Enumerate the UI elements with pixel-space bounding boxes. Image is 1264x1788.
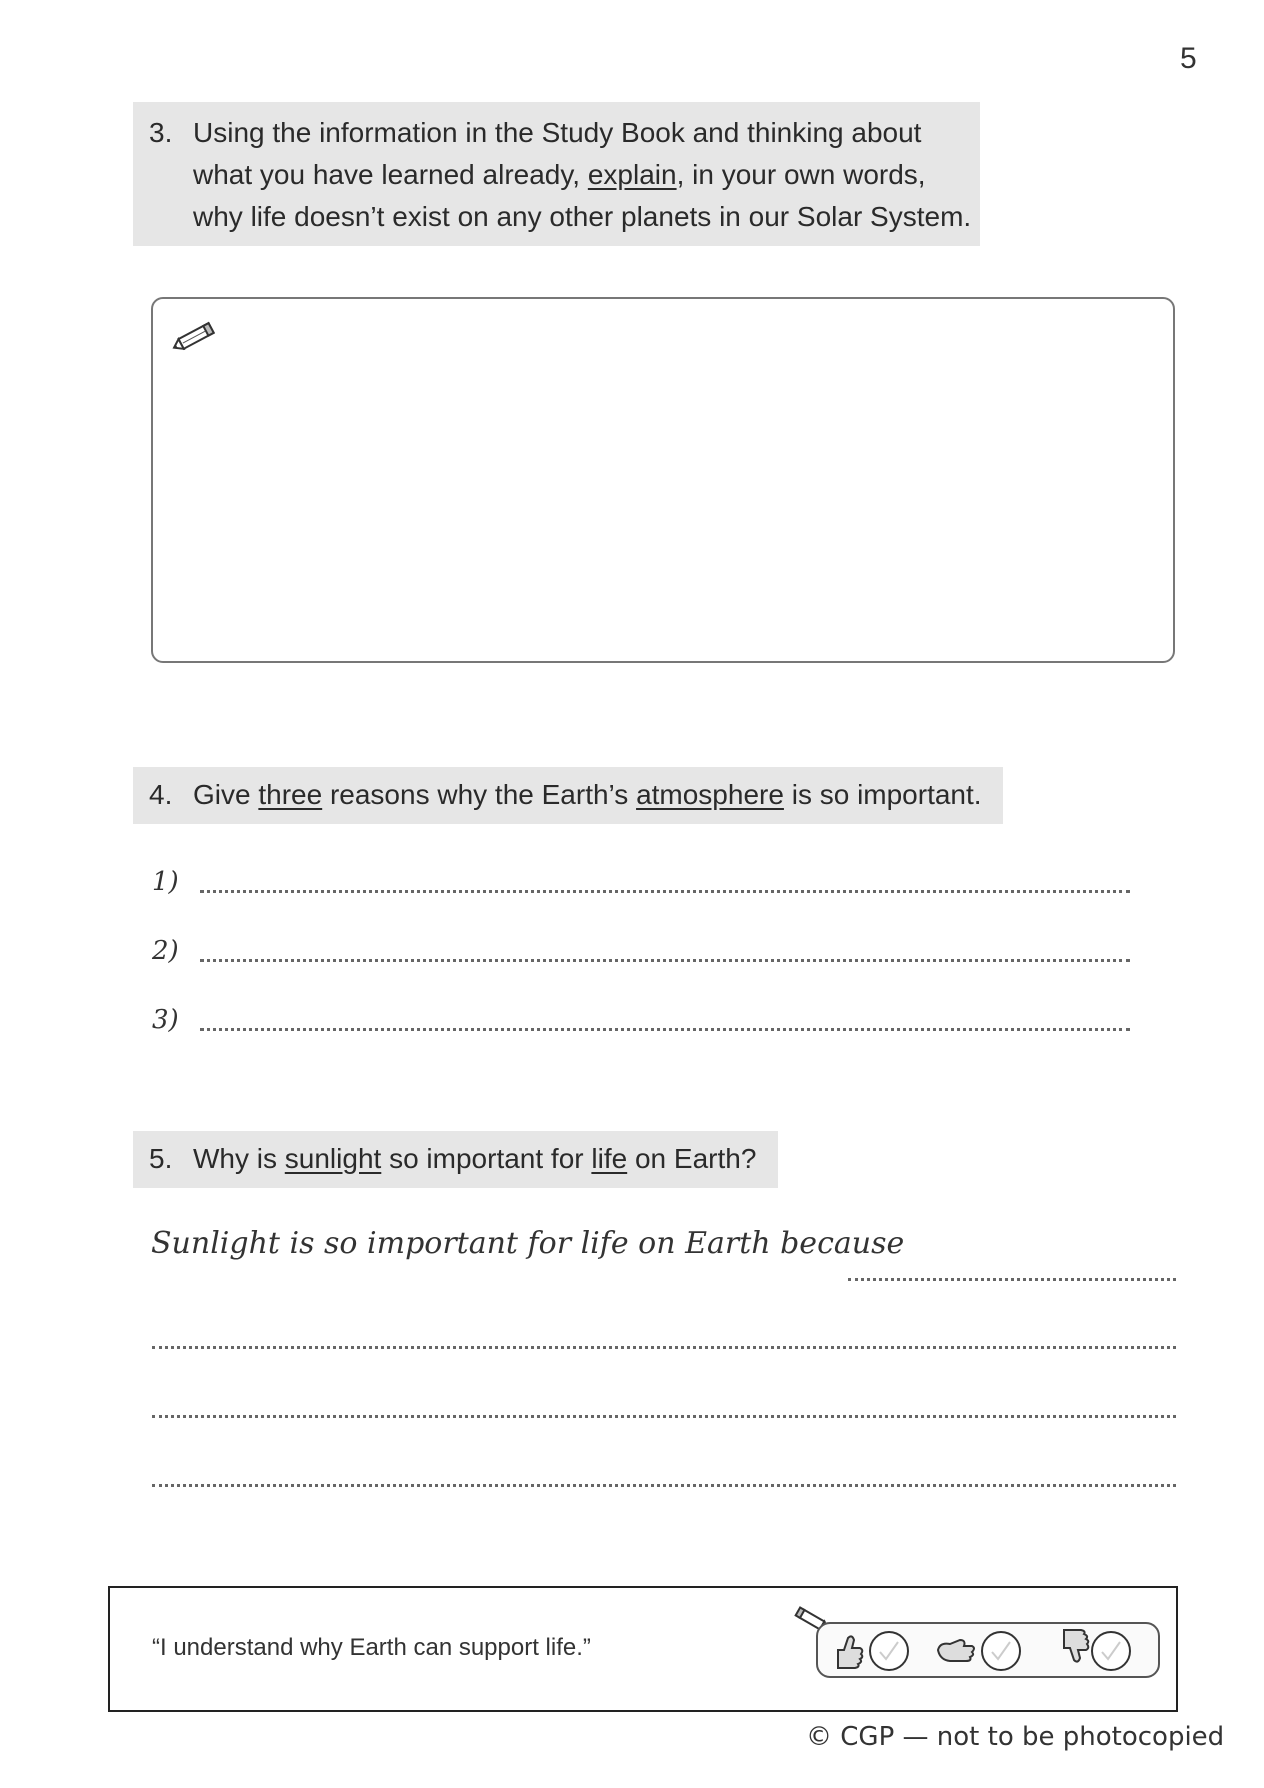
question-5-number: 5.: [149, 1143, 173, 1174]
thumbs-sideways-icon: [936, 1634, 978, 1671]
answer-line-1[interactable]: [200, 890, 1130, 893]
question-5-post: on Earth?: [627, 1143, 757, 1174]
answer-line-1-label: 1): [152, 867, 179, 897]
question-5-box: [133, 1131, 778, 1188]
pencil-icon: [169, 321, 221, 356]
explain-keyword: explain: [587, 159, 677, 190]
thumbs-down-icon: [1056, 1628, 1092, 1673]
question-5-text: [193, 1138, 756, 1180]
question-4-pre: Give: [193, 779, 259, 810]
life-keyword: life: [591, 1143, 628, 1174]
self-assessment-box: [108, 1586, 1178, 1712]
question-3-answer-box[interactable]: [151, 297, 1175, 663]
question-5-pre: Why is: [193, 1143, 285, 1174]
sunlight-keyword: sunlight: [284, 1143, 382, 1174]
question-4-text: [193, 774, 982, 816]
sentence-continuation-line[interactable]: [848, 1278, 1176, 1281]
thumbs-up-icon: [830, 1632, 866, 1675]
answer-line-2[interactable]: [200, 959, 1130, 962]
question-5-mid: so important for: [381, 1143, 592, 1174]
copyright-footer: © CGP — not to be photocopied: [806, 1722, 1225, 1752]
question-3-number: 3.: [149, 117, 173, 148]
question-3-line-2-pre: what you have learned already,: [193, 159, 588, 190]
question-4-post: is so important.: [783, 779, 982, 810]
rating-circle-ok[interactable]: [980, 1630, 1022, 1677]
three-keyword: three: [258, 779, 323, 810]
rating-scale: [816, 1622, 1160, 1678]
question-4-box: [133, 767, 1003, 824]
rating-circle-bad[interactable]: [1090, 1630, 1132, 1677]
page-number: 5: [1180, 42, 1197, 75]
question-3-box: [133, 102, 980, 246]
answer-line-5a[interactable]: [152, 1346, 1176, 1349]
answer-line-2-label: 2): [152, 936, 179, 966]
question-3-line-2: [193, 154, 926, 196]
rating-circle-good[interactable]: [868, 1630, 910, 1677]
answer-line-5c[interactable]: [152, 1484, 1176, 1487]
answer-line-5b[interactable]: [152, 1415, 1176, 1418]
answer-line-3[interactable]: [200, 1028, 1130, 1031]
self-assessment-statement: “I understand why Earth can support life.”: [152, 1634, 591, 1661]
sentence-starter: Sunlight is so important for life on Earth because: [151, 1226, 905, 1261]
question-4-number: 4.: [149, 779, 173, 810]
question-3-line-3: why life doesn’t exist on any other planets in our Solar System.: [193, 201, 972, 232]
atmosphere-keyword: atmosphere: [636, 779, 784, 810]
question-3-line-1: Using the information in the Study Book and thinking about: [193, 117, 922, 148]
answer-line-3-label: 3): [152, 1005, 179, 1035]
question-3-line-2-post: , in your own words,: [676, 159, 926, 190]
question-4-mid: reasons why the Earth’s: [322, 779, 637, 810]
